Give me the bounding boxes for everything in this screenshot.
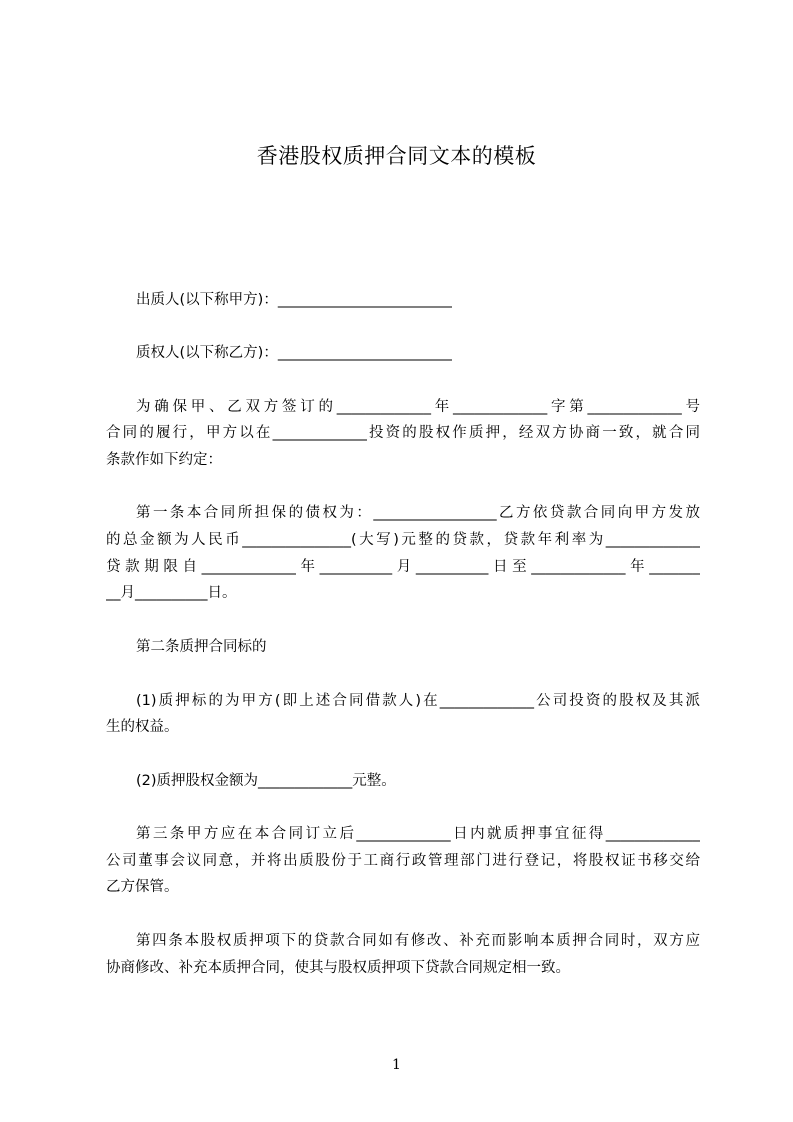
pledgor-line: 出质人(以下称甲方)：________________________ bbox=[136, 292, 452, 308]
paragraph-line: 条款作如下约定： bbox=[106, 452, 222, 468]
article-2-item-2-line: (2)质押股权金额为_____________元整。 bbox=[136, 773, 396, 789]
article-4-line: 协商修改、补充本质押合同，使其与股权质押项下贷款合同规定相一致。 bbox=[106, 960, 570, 976]
article-1-line: 贷款期限自_____________年__________月__________日至_____________年_______ bbox=[106, 559, 700, 575]
article-3-line: 第三条甲方应在本合同订立后_____________日内就质押事宜征得_____________ bbox=[136, 826, 700, 842]
article-1-line: __月__________日。 bbox=[106, 585, 237, 601]
paragraph-line: 为确保甲、乙双方签订的_____________年_____________字第_____________号 bbox=[136, 399, 700, 415]
article-4-line: 第四条本股权质押项下的贷款合同如有修改、补充而影响本质押合同时，双方应 bbox=[136, 933, 700, 949]
article-2-item-1-line: (1)质押标的为甲方(即上述合同借款人)在_____________公司投资的股权及其派 bbox=[136, 693, 700, 709]
paragraph-line: 合同的履行，甲方以在_____________投资的股权作质押，经双方协商一致，就合同 bbox=[106, 425, 700, 441]
article-3-line: 乙方保管。 bbox=[106, 879, 179, 895]
document-title: 香港股权质押合同文本的模板 bbox=[256, 144, 537, 168]
article-2-heading: 第二条质押合同标的 bbox=[136, 639, 267, 655]
pledgee-line: 质权人(以下称乙方)：________________________ bbox=[136, 345, 452, 361]
article-1-line: 第一条本合同所担保的债权为：_________________乙方依贷款合同向甲方发放 bbox=[136, 505, 700, 521]
page-number: 1 bbox=[392, 1057, 401, 1073]
article-3-line: 公司董事会议同意，并将出质股份于工商行政管理部门进行登记，将股权证书移交给 bbox=[106, 853, 700, 869]
article-1-line: 的总金额为人民币_______________(大写)元整的贷款，贷款年利率为_____________ bbox=[106, 532, 700, 548]
article-2-item-1-line: 生的权益。 bbox=[106, 719, 179, 735]
